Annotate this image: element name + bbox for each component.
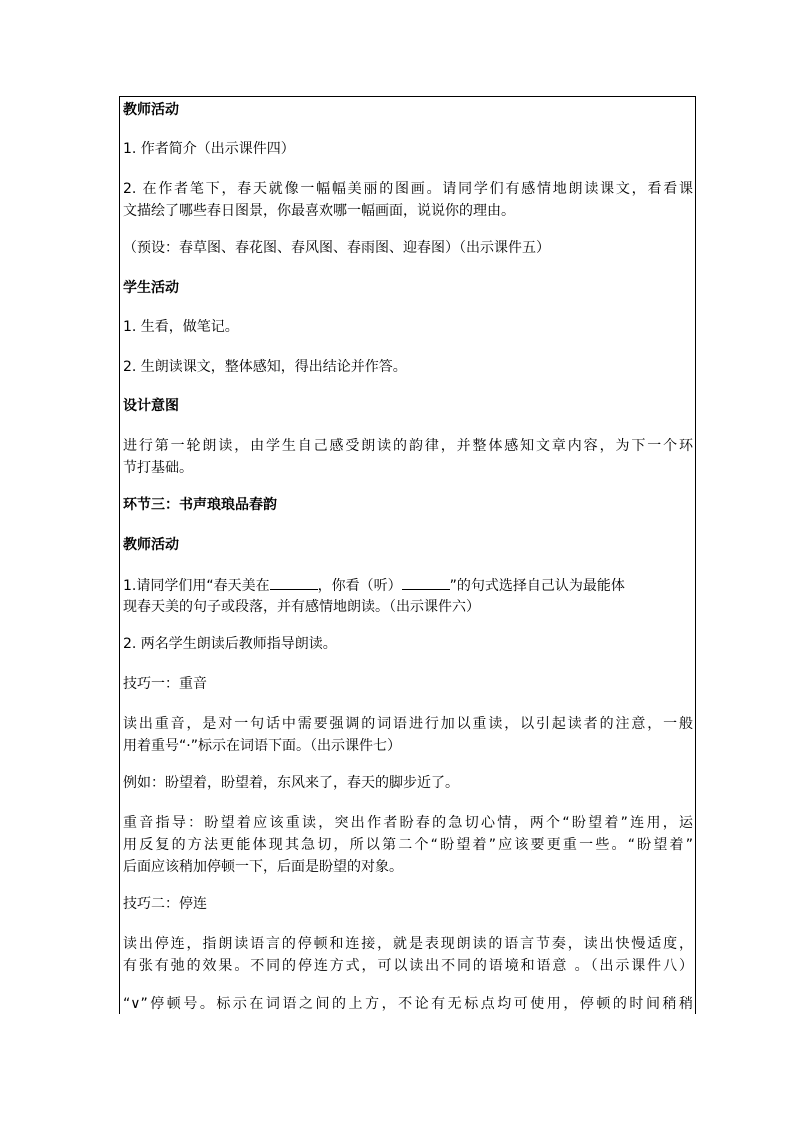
paragraph-line: 例如：盼望着，盼望着，东风来了，春天的脚步近了。 [123,775,459,791]
paragraph-line: 进行第一轮朗读，由学生自己感受朗读的韵律，并整体感知文章内容，为下一个环 [123,438,693,454]
paragraph-line: “∨”停顿号。标示在词语之间的上方，不论有无标点均可使用，停顿的时间稍稍 [123,996,693,1012]
blank-underline [402,575,450,590]
paragraph-line: （预设：春草图、春花图、春风图、春雨图、迎春图）（出示课件五） [123,240,550,256]
heading-section-three: 环节三：书声琅琅品春韵 [123,497,277,513]
paragraph-line: 有张有弛的效果。不同的停连方式，可以读出不同的语境和语意 。（出示课件八） [123,958,693,974]
paragraph-line: 1. 作者简介（出示课件四） [123,141,295,157]
paragraph-line: 技巧二：停连 [123,896,207,912]
heading-design-intent: 设计意图 [123,398,179,414]
paragraph-line: 用着重号“·”标示在词语下面。（出示课件七） [123,738,401,754]
sentence-part: ”的句式选择自己认为最能体 [449,578,625,594]
paragraph-line: 重音指导：盼望着应该重读，突出作者盼春的急切心情，两个“盼望着”连用，运 [123,815,693,831]
paragraph-line: 读出停连，指朗读语言的停顿和连接，就是表现朗读的语言节奏，读出快慢适度， [123,936,693,952]
paragraph-line: 现春天美的句子或段落，并有感情地朗读。（出示课件六） [123,599,480,615]
lesson-plan-table-cell [119,96,696,1014]
paragraph-line: 2. 在作者笔下，春天就像一幅幅美丽的图画。请同学们有感情地朗读课文，看看课 [123,181,693,197]
sentence-part: 1.请同学们用“春天美在 [123,578,270,594]
paragraph-line: 节打基础。 [123,460,193,476]
heading-student-activity: 学生活动 [123,280,179,296]
fill-in-sentence-line [123,575,625,596]
paragraph-line: 1. 生看，做笔记。 [123,319,239,335]
blank-underline [270,575,318,590]
paragraph-line: 读出重音，是对一句话中需要强调的词语进行加以重读，以引起读者的注意，一般 [123,716,693,732]
paragraph-line: 用反复的方法更能体现其急切，所以第二个“盼望着”应该要更重一些。“盼望着” [123,837,693,853]
paragraph-line: 2. 两名学生朗读后教师指导朗读。 [123,636,337,652]
heading-teacher-activity: 教师活动 [123,102,179,118]
sentence-part: ，你看（听） [317,578,402,594]
heading-teacher-activity: 教师活动 [123,537,179,553]
paragraph-line: 2. 生朗读课文，整体感知，得出结论并作答。 [123,359,407,375]
paragraph-line: 后面应该稍加停顿一下，后面是盼望的对象。 [123,859,403,875]
paragraph-line: 技巧一：重音 [123,676,207,692]
paragraph-line: 文描绘了哪些春日图景，你最喜欢哪一幅画面，说说你的理由。 [123,203,515,219]
